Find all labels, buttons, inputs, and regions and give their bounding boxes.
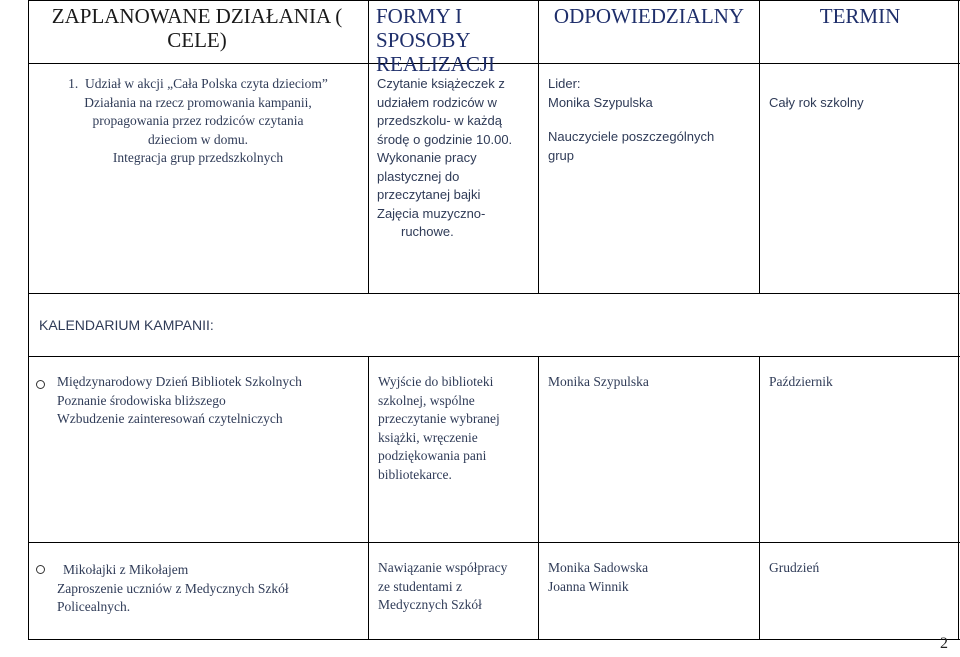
responsible-extra-line: Nauczyciele poszczególnych bbox=[548, 129, 715, 144]
column-divider-2 bbox=[538, 0, 539, 293]
header-responsible-text: ODPOWIEDZIALNY bbox=[553, 4, 745, 28]
row3-goal-line: Zaproszenie uczniów z Medycznych Szkół bbox=[57, 580, 289, 596]
row1-responsible-cell bbox=[548, 75, 756, 165]
row2-form-line: Wyjście do biblioteki bbox=[378, 374, 494, 389]
header-forms bbox=[376, 4, 526, 76]
row3-form-line: Medycznych Szkół bbox=[378, 597, 482, 612]
table-border-left bbox=[28, 0, 29, 640]
row1-form-line: środę o godzinie 10.00. bbox=[377, 131, 513, 147]
row1-form-line: przedszkolu- w każdą bbox=[377, 113, 502, 128]
row1-form-line: Wykonanie pracy bbox=[377, 150, 477, 165]
row1-goal-cell bbox=[32, 75, 364, 168]
header-goals bbox=[32, 4, 362, 52]
row3-goal-line: Mikołajki z Mikołajem bbox=[63, 562, 189, 577]
header-responsible bbox=[540, 4, 758, 28]
row2-responsible-cell bbox=[548, 373, 756, 392]
row2-goal-line: Międzynarodowy Dzień Bibliotek Szkolnych bbox=[57, 374, 302, 389]
row1-goal-line: Integracja grup przedszkolnych bbox=[112, 150, 284, 165]
column-divider-2-lower bbox=[538, 356, 539, 640]
column-divider-1-lower bbox=[368, 356, 369, 640]
row3-deadline-cell bbox=[769, 559, 955, 578]
row1-goal-line: dzieciom w domu. bbox=[147, 131, 249, 147]
row2-goal-line: Wzbudzenie zainteresowań czytelniczych bbox=[57, 411, 283, 426]
row2-form-line: przeczytanie wybranej bbox=[378, 411, 500, 426]
column-divider-1 bbox=[368, 0, 369, 293]
row3-form-line: Nawiązanie współpracy bbox=[378, 560, 508, 575]
bullet-icon bbox=[36, 565, 45, 574]
row1-form-line: plastycznej do bbox=[377, 168, 460, 184]
bullet-icon bbox=[36, 380, 45, 389]
responsible-label: Lider: bbox=[548, 76, 581, 91]
row2-forms-cell bbox=[378, 373, 536, 484]
row1-forms-cell bbox=[377, 75, 535, 242]
row1-form-line: przeczytanej bajki bbox=[377, 187, 481, 202]
responsible-name: Monika Szypulska bbox=[548, 94, 653, 110]
row3-goal-cell bbox=[57, 561, 365, 617]
column-divider-3 bbox=[759, 0, 760, 293]
table-border-bottom bbox=[28, 639, 960, 640]
row3-deadline: Grudzień bbox=[769, 560, 820, 575]
row2-form-line: podziękowania pani bbox=[378, 448, 487, 463]
row1-form-line: ruchowe. bbox=[401, 224, 454, 239]
row3-goal-line: Policealnych. bbox=[57, 599, 131, 614]
row3-responsible-line: Joanna Winnik bbox=[548, 578, 629, 594]
table-border-right bbox=[958, 0, 959, 640]
row1-deadline: Cały rok szkolny bbox=[769, 95, 864, 110]
row2-responsible: Monika Szypulska bbox=[548, 374, 649, 389]
calendar-row-top-divider bbox=[28, 293, 960, 294]
header-deadline-text: TERMIN bbox=[819, 4, 901, 28]
row2-form-line: bibliotekarce. bbox=[378, 466, 452, 482]
row3-responsible-cell bbox=[548, 559, 756, 596]
row3-form-line: ze studentami z bbox=[378, 578, 462, 594]
row1-goal-line: 1. Udział w akcji „Cała Polska czyta dzieciom” bbox=[68, 76, 328, 91]
column-divider-3-lower bbox=[759, 356, 760, 640]
table-border-top bbox=[28, 0, 960, 1]
row1-form-line: Czytanie książeczek z bbox=[377, 76, 505, 91]
row1-goal-line: Działania na rzecz promowania kampanii, bbox=[84, 94, 312, 110]
row1-deadline-cell bbox=[769, 94, 955, 113]
row2-form-line: książki, wręczenie bbox=[378, 429, 478, 445]
row2-goal-cell bbox=[57, 373, 365, 429]
row2-deadline: Październik bbox=[769, 374, 833, 389]
page-number: 2 bbox=[940, 635, 948, 652]
calendar-label bbox=[39, 316, 214, 335]
header-goals-text: ZAPLANOWANE DZIAŁANIA ( CELE) bbox=[51, 4, 343, 52]
row2-goal-line: Poznanie środowiska bliższego bbox=[57, 392, 226, 408]
calendar-label-text: KALENDARIUM KAMPANII: bbox=[39, 317, 214, 333]
row3-forms-cell bbox=[378, 559, 538, 615]
row1-form-line: udziałem rodziców w bbox=[377, 94, 497, 110]
row2-bottom-divider bbox=[28, 542, 960, 543]
row3-responsible-line: Monika Sadowska bbox=[548, 560, 649, 575]
row2-deadline-cell bbox=[769, 373, 955, 392]
calendar-row-bottom-divider bbox=[28, 356, 960, 357]
row1-goal-line: propagowania przez rodziców czytania bbox=[92, 113, 304, 128]
row1-form-line: Zajęcia muzyczno- bbox=[377, 205, 486, 221]
header-deadline bbox=[762, 4, 958, 28]
row2-form-line: szkolnej, wspólne bbox=[378, 392, 475, 408]
header-forms-text: FORMY I SPOSOBY REALIZACJI bbox=[376, 4, 495, 76]
responsible-extra-line: grup bbox=[548, 147, 575, 163]
